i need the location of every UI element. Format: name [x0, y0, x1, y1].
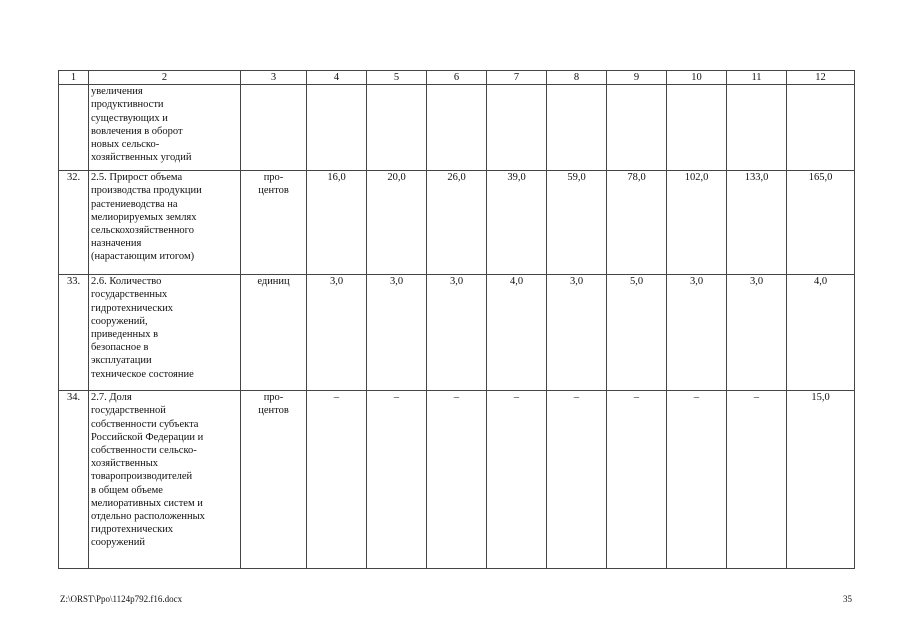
unit-line: центов — [258, 185, 289, 197]
value-cell: 3,0 — [427, 275, 487, 391]
indicator-name-line: назначения — [91, 238, 142, 250]
indicator-name-line: техническое состояние — [91, 368, 194, 380]
indicator-name-line: (нарастающим итогом) — [91, 251, 195, 263]
value-cell: 3,0 — [307, 275, 367, 391]
indicator-name-line: сельскохозяйственного — [91, 225, 194, 237]
value-cell: 39,0 — [487, 171, 547, 275]
indicator-name-line: безопасное в — [91, 342, 149, 354]
table-row — [59, 275, 855, 391]
value-cell — [487, 85, 547, 171]
value-cell — [367, 85, 427, 171]
indicator-name-line: хозяйственных угодий — [91, 152, 192, 164]
indicator-name-line: собственности сельско- — [91, 445, 197, 457]
indicator-name-line: сооружений, — [91, 315, 148, 327]
unit-cell — [241, 171, 307, 275]
row-number: 32. — [59, 171, 89, 275]
value-cell: 3,0 — [727, 275, 787, 391]
value-cell: 4,0 — [787, 275, 855, 391]
column-header: 2 — [89, 71, 241, 85]
unit-line: центов — [258, 405, 289, 417]
indicator-name-line: мелиорируемых землях — [91, 211, 197, 223]
indicator-name-line: 2.6. Количество — [91, 276, 162, 288]
value-cell: – — [547, 391, 607, 569]
value-cell: 59,0 — [547, 171, 607, 275]
value-cell — [607, 85, 667, 171]
column-header: 3 — [241, 71, 307, 85]
page-number: 35 — [843, 594, 852, 604]
indicator-name — [89, 171, 241, 275]
table-row — [59, 171, 855, 275]
value-cell: 15,0 — [787, 391, 855, 569]
column-header: 5 — [367, 71, 427, 85]
indicator-name-line: сооружений — [91, 537, 146, 549]
value-cell — [427, 85, 487, 171]
indicator-name-line: продуктивности — [91, 99, 164, 111]
unit-cell — [241, 275, 307, 391]
value-cell: 3,0 — [667, 275, 727, 391]
value-cell: – — [727, 391, 787, 569]
indicator-name-line: гидротехнических — [91, 302, 174, 314]
value-cell: 16,0 — [307, 171, 367, 275]
value-cell — [667, 85, 727, 171]
value-cell: – — [427, 391, 487, 569]
indicator-name-line: 2.7. Доля — [91, 392, 132, 404]
indicator-name-line: приведенных в — [91, 329, 159, 341]
value-cell — [727, 85, 787, 171]
value-cell — [787, 85, 855, 171]
indicator-name — [89, 391, 241, 569]
unit-cell — [241, 391, 307, 569]
table-row — [59, 391, 855, 569]
indicator-name-line: новых сельско- — [91, 139, 160, 151]
unit-cell — [241, 85, 307, 171]
indicator-name-line: существующих и — [91, 112, 168, 124]
value-cell: 78,0 — [607, 171, 667, 275]
column-header: 4 — [307, 71, 367, 85]
value-cell: 133,0 — [727, 171, 787, 275]
indicator-name-line: товаропроизводителей — [91, 471, 193, 483]
column-header: 6 — [427, 71, 487, 85]
indicator-name-line: увеличения — [91, 86, 143, 98]
indicator-name-line: производства продукции — [91, 185, 202, 197]
indicator-name — [89, 275, 241, 391]
value-cell: 3,0 — [367, 275, 427, 391]
indicator-name-line: в общем объеме — [91, 484, 163, 496]
indicator-name-line: эксплуатации — [91, 355, 152, 367]
indicator-name-line: Российской Федерации и — [91, 431, 204, 443]
column-header: 11 — [727, 71, 787, 85]
indicator-name-line: растениеводства на — [91, 198, 178, 210]
indicator-name-line: гидротехнических — [91, 524, 174, 536]
value-cell: 5,0 — [607, 275, 667, 391]
value-cell: 102,0 — [667, 171, 727, 275]
value-cell: 3,0 — [547, 275, 607, 391]
indicator-name-line: государственных — [91, 289, 168, 301]
indicator-name-line: государственной — [91, 405, 166, 417]
row-number: 33. — [59, 275, 89, 391]
unit-line: единиц — [257, 276, 290, 288]
value-cell: – — [367, 391, 427, 569]
value-cell: 4,0 — [487, 275, 547, 391]
value-cell: – — [487, 391, 547, 569]
indicator-name-line: собственности субъекта — [91, 418, 199, 430]
column-header: 12 — [787, 71, 855, 85]
indicator-name-line: вовлечения в оборот — [91, 125, 183, 137]
value-cell — [307, 85, 367, 171]
header-row — [59, 71, 855, 85]
value-cell: 26,0 — [427, 171, 487, 275]
unit-line: про- — [263, 392, 284, 404]
indicator-name-line: 2.5. Прирост объема — [91, 172, 183, 184]
value-cell: – — [307, 391, 367, 569]
value-cell: 20,0 — [367, 171, 427, 275]
value-cell — [547, 85, 607, 171]
indicator-name-line: мелиоративных систем и — [91, 497, 203, 509]
column-header: 1 — [59, 71, 89, 85]
table-row — [59, 85, 855, 171]
indicator-name-line: отдельно расположенных — [91, 511, 205, 523]
file-path: Z:\ORST\Ppo\1124p792.f16.docx — [60, 594, 183, 604]
value-cell: – — [667, 391, 727, 569]
column-header: 7 — [487, 71, 547, 85]
indicator-name — [89, 85, 241, 171]
column-header: 9 — [607, 71, 667, 85]
value-cell: – — [607, 391, 667, 569]
row-number: 34. — [59, 391, 89, 569]
column-header: 10 — [667, 71, 727, 85]
row-number — [59, 85, 89, 171]
column-header: 8 — [547, 71, 607, 85]
unit-line: про- — [263, 172, 284, 184]
value-cell: 165,0 — [787, 171, 855, 275]
data-table — [58, 70, 855, 569]
indicator-name-line: хозяйственных — [91, 458, 159, 470]
